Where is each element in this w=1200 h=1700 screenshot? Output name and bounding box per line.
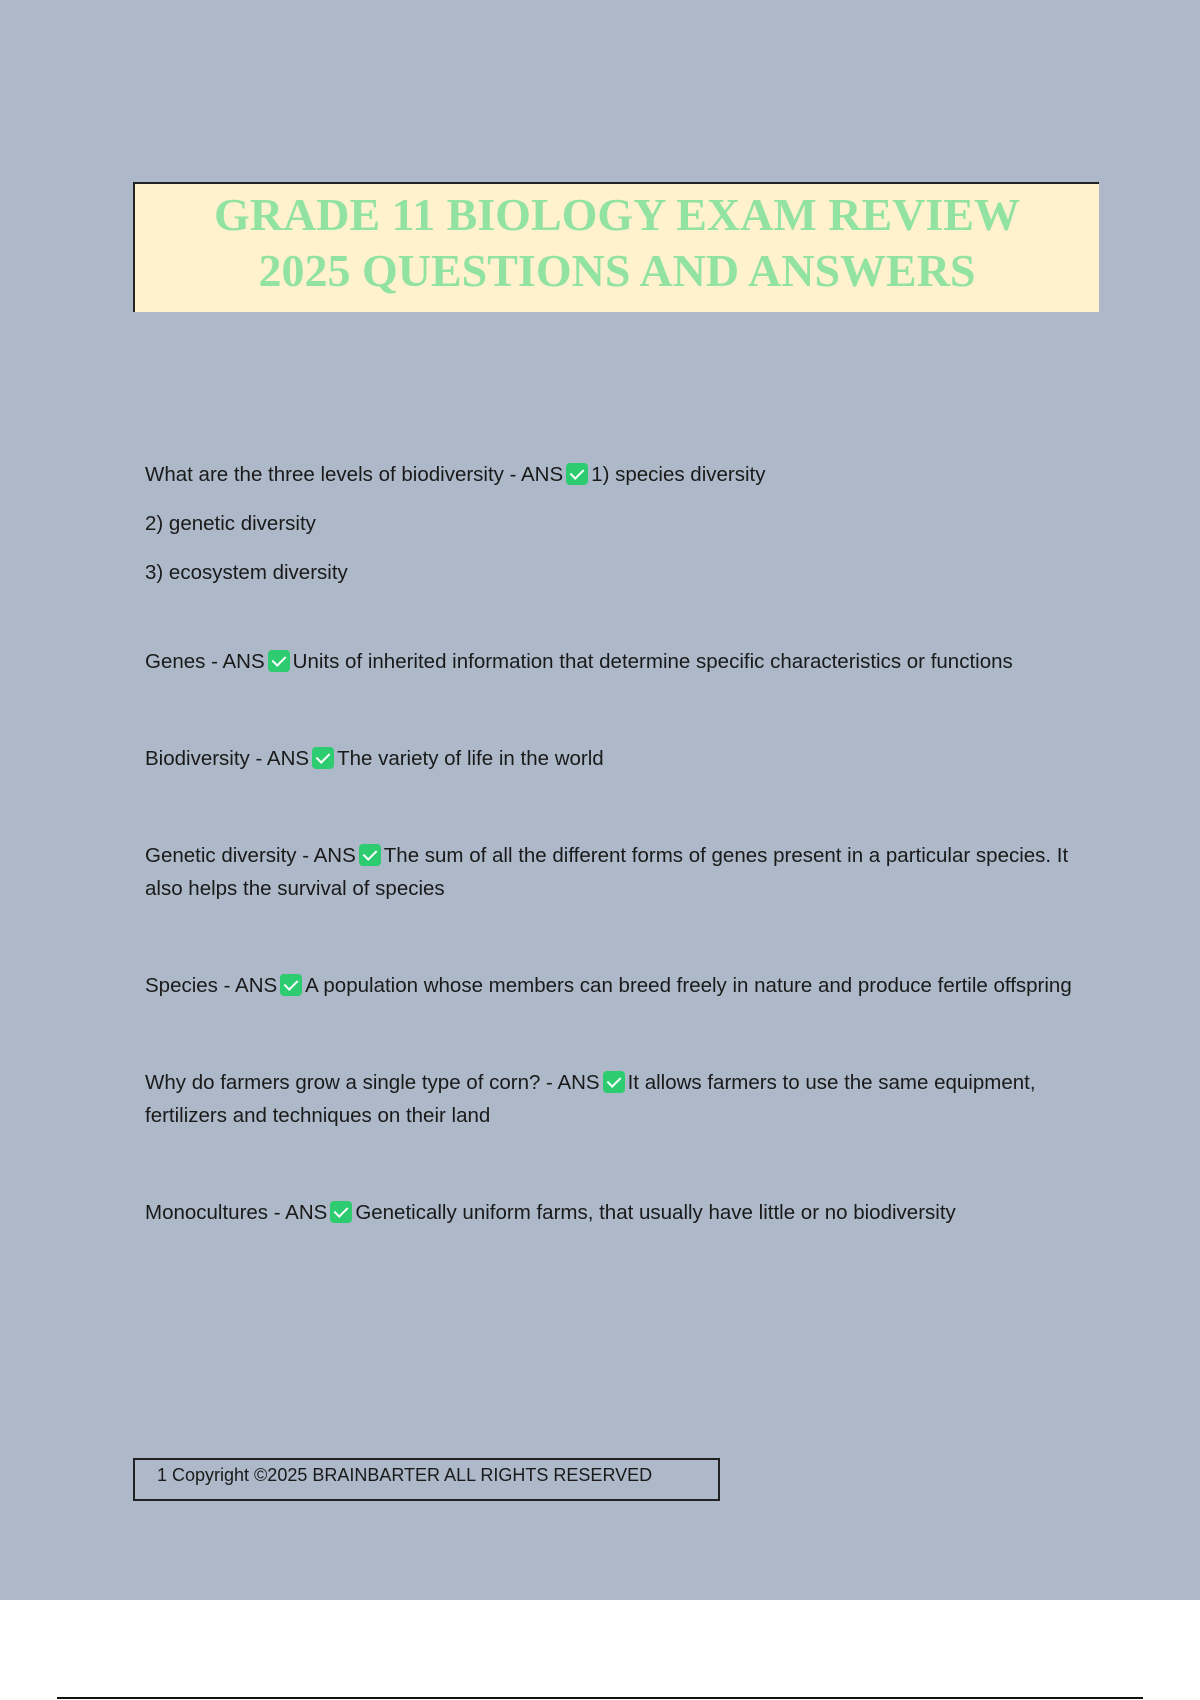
qa-list [145, 458, 1085, 1229]
check-mark-icon [312, 747, 334, 769]
check-mark-icon [566, 463, 588, 485]
copyright-footer [133, 1458, 720, 1501]
qa-line [145, 1066, 1085, 1132]
qa-line [145, 645, 1085, 678]
qa-line [145, 742, 1085, 775]
qa-answer: A population whose members can breed freely in nature and produce fertile offspring [305, 974, 1072, 997]
qa-line [145, 1196, 1085, 1229]
qa-term: Why do farmers grow a single type of corn? - ANS [145, 1071, 600, 1094]
qa-line [145, 839, 1085, 905]
qa-item [145, 969, 1085, 1002]
qa-item [145, 1066, 1085, 1132]
qa-answer: It allows farmers to use the same equipment, fertilizers and techniques on their land [145, 1071, 1036, 1127]
qa-answer-continuation: 3) ecosystem diversity [145, 561, 348, 584]
page-divider [57, 1697, 1143, 1699]
qa-answer-continuation: 2) genetic diversity [145, 512, 316, 535]
qa-term: Species - ANS [145, 974, 278, 997]
qa-item [145, 458, 1085, 589]
qa-item [145, 839, 1085, 905]
title-banner [133, 182, 1099, 312]
title-line-1: GRADE 11 BIOLOGY EXAM REVIEW [214, 189, 1020, 240]
check-mark-icon [359, 844, 381, 866]
qa-answer: The sum of all the different forms of genes present in a particular species. It also helps the survival of species [145, 844, 1069, 900]
qa-term: Monocultures - ANS [145, 1201, 328, 1224]
check-mark-icon [280, 974, 302, 996]
qa-term: Genetic diversity - ANS [145, 844, 356, 867]
qa-answer: 1) species diversity [591, 463, 766, 486]
copyright-text: 1 Copyright ©2025 BRAINBARTER ALL RIGHTS RESERVED [157, 1465, 653, 1485]
qa-item [145, 1196, 1085, 1229]
qa-answer: Genetically uniform farms, that usually have little or no biodiversity [355, 1201, 956, 1224]
check-mark-icon [330, 1201, 352, 1223]
qa-line [145, 458, 1085, 491]
qa-item [145, 742, 1085, 775]
qa-term: What are the three levels of biodiversity - ANS [145, 463, 564, 486]
title-line-2: 2025 QUESTIONS AND ANSWERS [258, 245, 976, 296]
qa-answer: Units of inherited information that determine specific characteristics or functions [292, 650, 1013, 673]
check-mark-icon [268, 650, 290, 672]
qa-item [145, 645, 1085, 678]
qa-term: Biodiversity - ANS [145, 747, 310, 770]
check-mark-icon [603, 1071, 625, 1093]
qa-term: Genes - ANS [145, 650, 265, 673]
qa-line [145, 969, 1085, 1002]
qa-answer: The variety of life in the world [337, 747, 604, 770]
